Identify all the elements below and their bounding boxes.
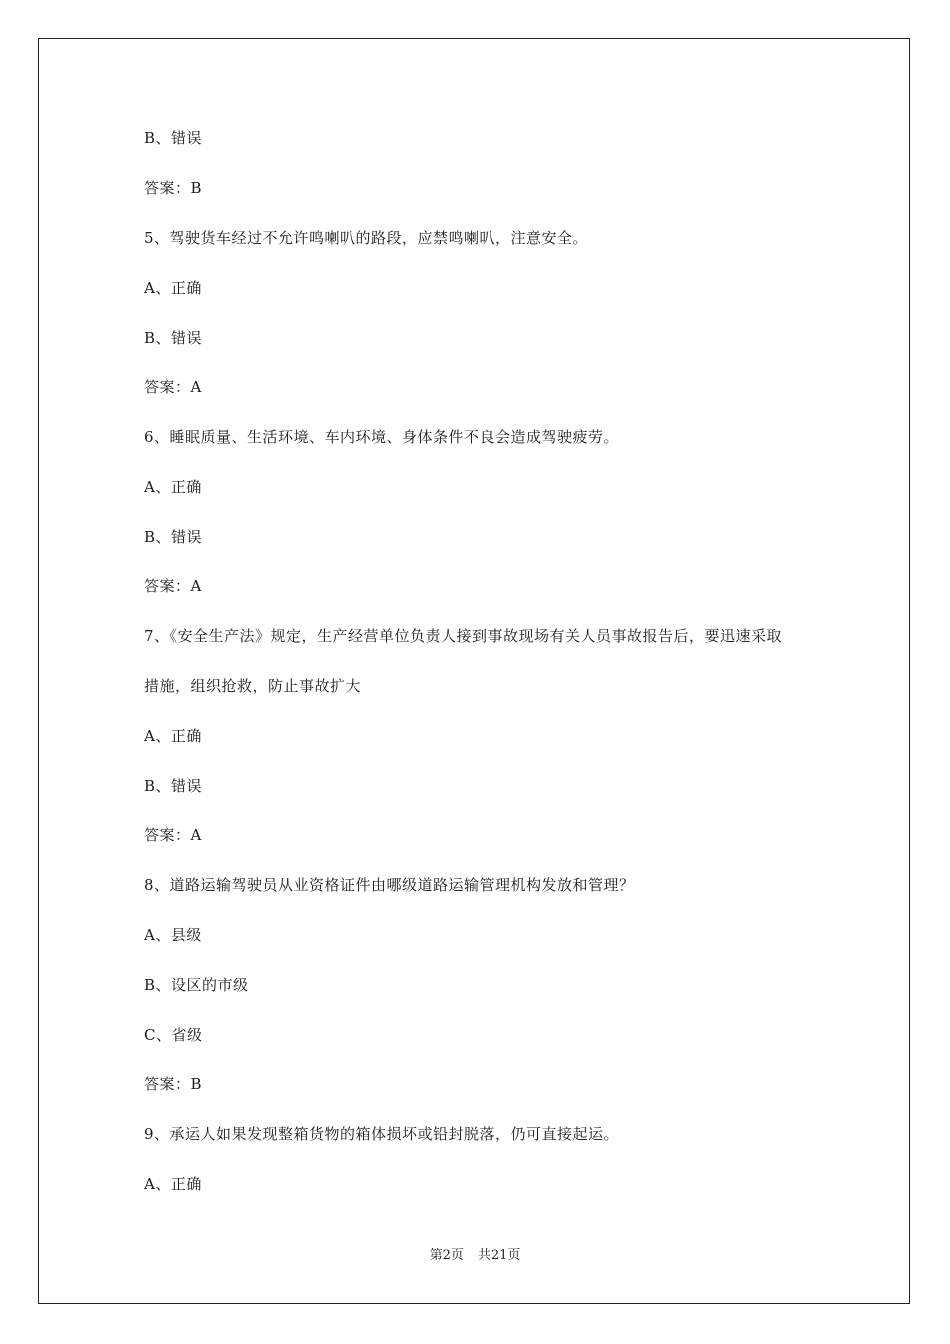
option-a-q8: A、县级 <box>144 926 202 944</box>
option-b-q6: B、错误 <box>144 528 203 546</box>
question-9: 9、承运人如果发现整箱货物的箱体损坏或铅封脱落，仍可直接起运。 <box>144 1125 620 1143</box>
page-total: 共21页 <box>477 1248 521 1263</box>
option-b-q5: B、错误 <box>144 329 203 347</box>
option-a-q9: A、正确 <box>144 1175 202 1193</box>
option-a-q6: A、正确 <box>144 478 202 496</box>
question-7: 7、《安全生产法》规定，生产经营单位负责人接到事故现场有关人员事故报告后，要迅速采取 <box>144 627 783 645</box>
answer-q6: 答案：A <box>144 577 202 595</box>
option-a-q5: A、正确 <box>144 279 202 297</box>
answer-q7: 答案：A <box>144 826 202 844</box>
option-c-q8: C、省级 <box>144 1026 203 1044</box>
page-number: 第2页 <box>429 1248 464 1263</box>
option-b-q8: B、设区的市级 <box>144 976 249 994</box>
page-footer <box>0 1247 950 1265</box>
question-5: 5、驾驶货车经过不允许鸣喇叭的路段，应禁鸣喇叭，注意安全。 <box>144 229 589 247</box>
option-b-q7: B、错误 <box>144 777 203 795</box>
answer-q5: 答案：A <box>144 378 202 396</box>
answer-q4: 答案：B <box>144 179 203 197</box>
question-8: 8、道路运输驾驶员从业资格证件由哪级道路运输管理机构发放和管理？ <box>144 876 635 894</box>
question-6: 6、睡眠质量、生活环境、车内环境、身体条件不良会造成驾驶疲劳。 <box>144 428 620 446</box>
answer-q8: 答案：B <box>144 1075 203 1093</box>
option-b-q4: B、错误 <box>144 129 203 147</box>
option-a-q7: A、正确 <box>144 727 202 745</box>
question-7-continued: 措施，组织抢救，防止事故扩大 <box>144 677 362 695</box>
